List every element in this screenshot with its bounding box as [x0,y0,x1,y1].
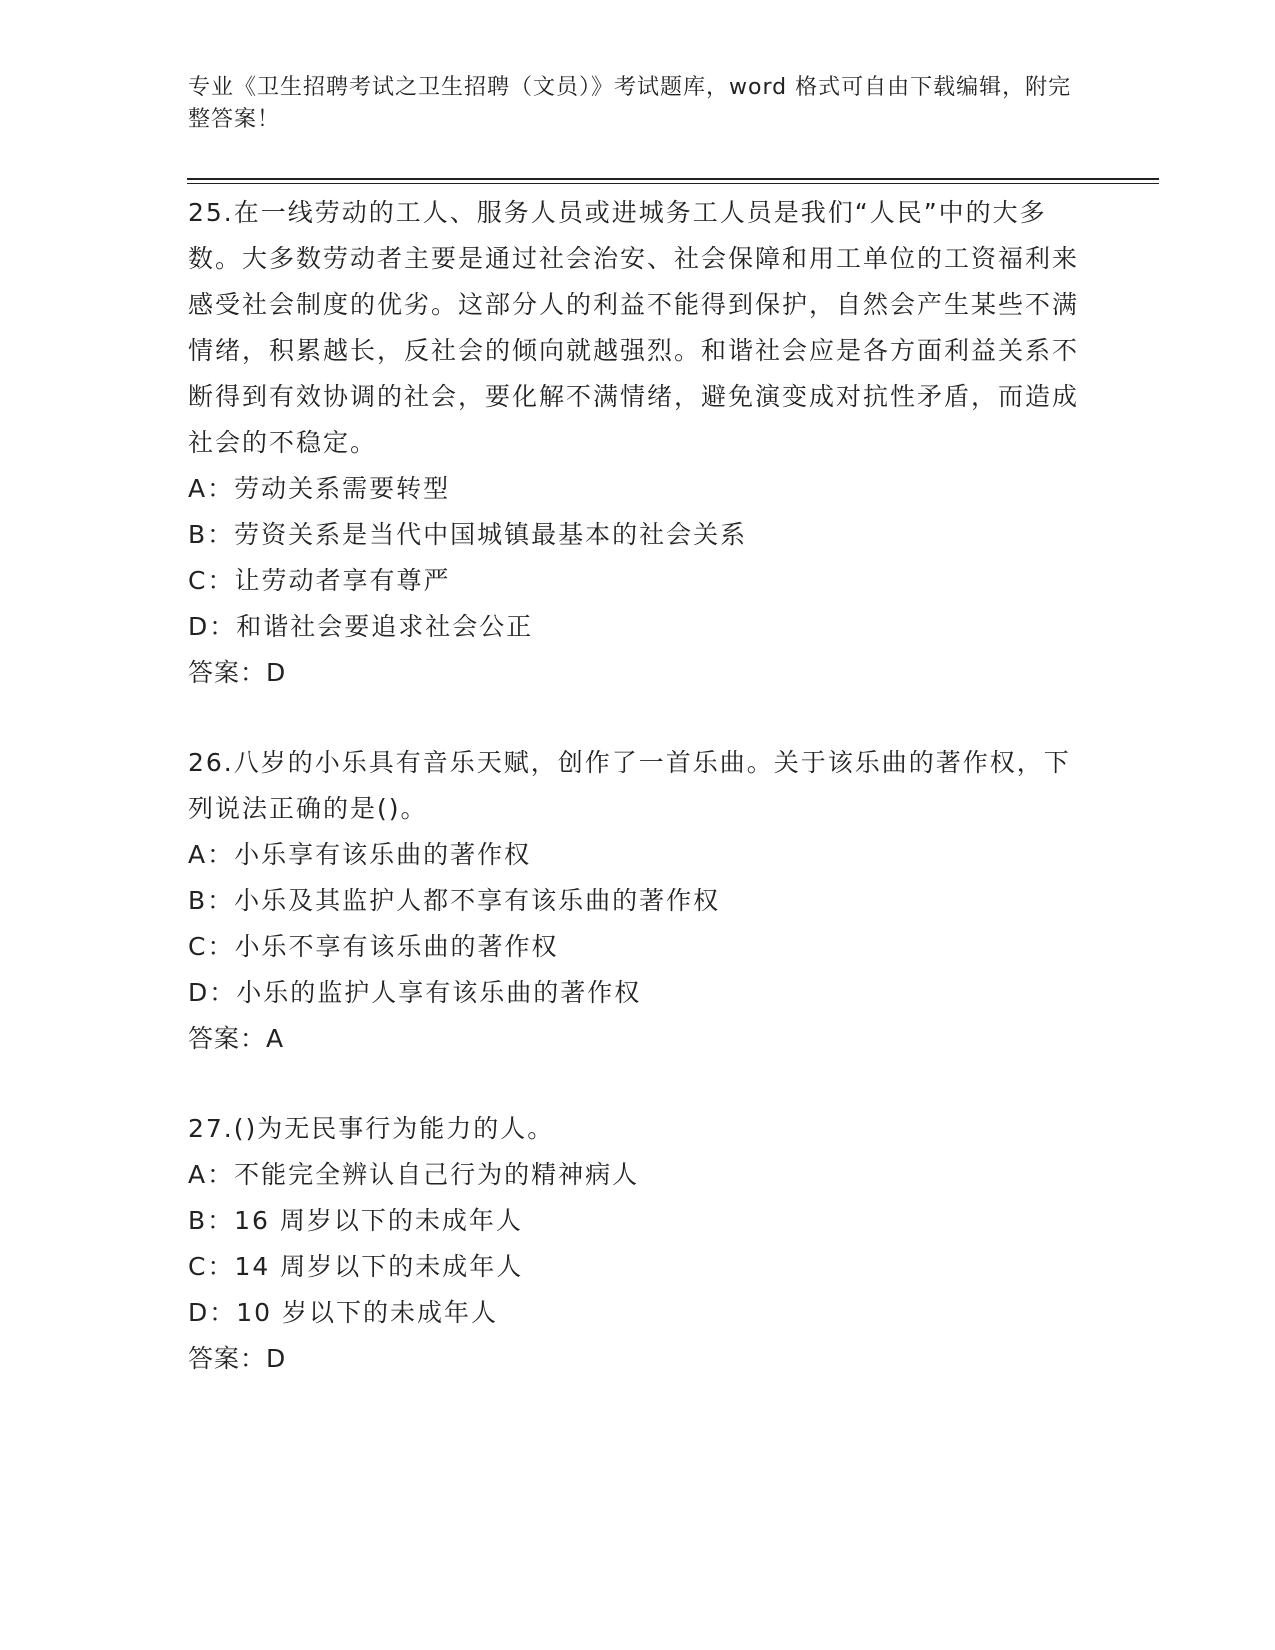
question-stem: 27.()为无民事行为能力的人。 [188,1114,555,1143]
document-header: 专业《卫生招聘考试之卫生招聘（文员）》考试题库，word 格式可自由下载编辑，附完整答案！ [188,75,1072,132]
question-spacer [188,696,1088,740]
option-d: D：10 岁以下的未成年人 [188,1298,499,1327]
answer-label: 答案：A [188,1024,285,1053]
option-d: D：和谐社会要追求社会公正 [188,612,534,641]
option-a: A：不能完全辨认自己行为的精神病人 [188,1160,640,1189]
option-b: B：16 周岁以下的未成年人 [188,1206,523,1235]
question-25 [188,190,1088,696]
header-divider-thick [187,178,1159,180]
option-c: C：让劳动者享有尊严 [188,566,451,595]
answer-label: 答案：D [188,658,287,687]
question-26 [188,740,1088,1062]
answer-label: 答案：D [188,1344,287,1373]
option-a: A：劳动关系需要转型 [188,474,451,503]
option-b: B：小乐及其监护人都不享有该乐曲的著作权 [188,886,721,915]
question-spacer [188,1062,1088,1106]
question-stem: 26.八岁的小乐具有音乐天赋，创作了一首乐曲。关于该乐曲的著作权，下列说法正确的是()。 [188,748,1071,823]
option-a: A：小乐享有该乐曲的著作权 [188,840,532,869]
option-c: C：14 周岁以下的未成年人 [188,1252,524,1281]
header-divider-thin [187,183,1159,184]
question-stem: 25.在一线劳动的工人、服务人员或进城务工人员是我们“人民”中的大多数。大多数劳动者主要是通过社会治安、社会保障和用工单位的工资福利来感受社会制度的优劣。这部分人的利益不能得到保护，自然会产生某些不满情绪，积累越长，反社会的倾向就越强烈。和谐社会应是各方面利益关系不断得到有效协调的社会，要化解不满情绪，避免演变成对抗性矛盾，而造成社会的不稳定。 [188,198,1080,457]
option-c: C：小乐不享有该乐曲的著作权 [188,932,559,961]
option-b: B：劳资关系是当代中国城镇最基本的社会关系 [188,520,748,549]
option-d: D：小乐的监护人享有该乐曲的著作权 [188,978,642,1007]
question-list [188,190,1088,1382]
question-27 [188,1106,1088,1382]
